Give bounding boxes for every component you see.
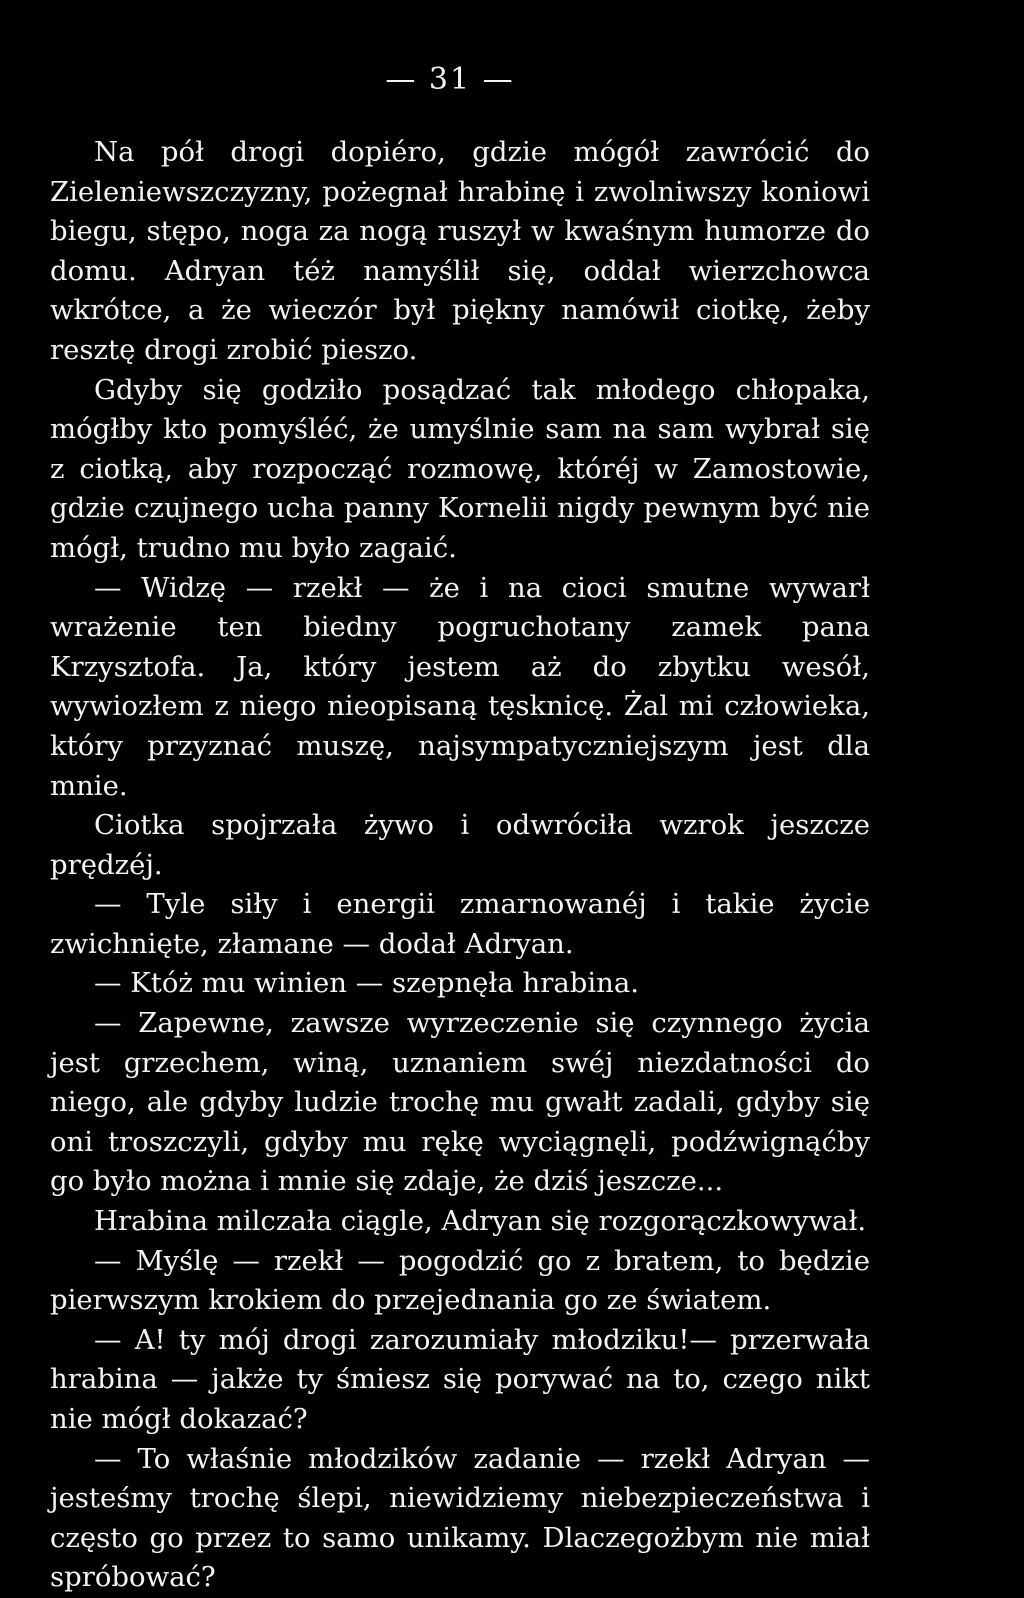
paragraph: Gdyby się godziło posądzać tak młodego chłopaka, mógłby kto pomyśléć, że umyślnie sam na sam wybrał się z ciotką, aby rozpocząć rozmowę, któréj w Zamostowie, gdzie czujnego ucha panny Kornelii nigdy pewnym być nie mógł, trudno mu było zagaić. — [50, 373, 870, 564]
paragraph: — Zapewne, zawsze wyrzeczenie się czynnego życia jest grzechem, winą, uznaniem swéj niezdatności do niego, ale gdyby ludzie trochę mu gwałt zadali, gdyby się oni troszczyli, gdyby mu rękę wyciągnęli, podźwignąćby go było można i mnie się zdaje, że dziś jeszcze... — [50, 1007, 870, 1198]
paragraph: — Tyle siły i energii zmarnowanéj i takie życie zwichnięte, złamane — dodał Adryan. — [50, 888, 870, 960]
paragraph: — To właśnie młodzików zadanie — rzekł Adryan — jesteśmy trochę ślepi, niewidziemy niebezpieczeństwa i często go przez to samo unikamy. Dlaczegożbym nie miał spróbować? — [50, 1442, 870, 1594]
paragraph: Ciotka spojrzała żywo i odwróciła wzrok jeszcze prędzéj. — [50, 809, 870, 881]
paragraph: — Któż mu winien — szepnęła hrabina. — [94, 967, 639, 1000]
paragraph: — Widzę — rzekł — że i na cioci smutne wywarł wrażenie ten biedny pogruchotany zamek pana Krzysztofa. Ja, który jestem aż do zbytku wesół, wywiozłem z niego nieopisaną tęsknicę. Żal mi człowieka, który przyznać muszę, najsympatyczniejszym jest dla mnie. — [50, 571, 870, 802]
body-text — [50, 133, 870, 1598]
paragraph: Hrabina milczała ciągle, Adryan się rozgorączkowywał. — [94, 1205, 867, 1238]
page-number: — 31 — — [385, 62, 515, 97]
paragraph: — Myślę — rzekł — pogodzić go z bratem, to będzie pierwszym krokiem do przejednania go ze światem. — [50, 1244, 870, 1317]
paragraph: Na pół drogi dopiéro, gdzie mógół zawrócić do Zieleniewszczyzny, pożegnał hrabinę i zwolniwszy koniowi biegu, stępo, noga za nogą ruszył w kwaśnym humorze do domu. Adryan téż namyślił się, oddał wierzchowca wkrótce, a że wieczór był piękny namówił ciotkę, żeby resztę drogi zrobić pieszo. — [50, 136, 870, 366]
paragraph: — A! ty mój drogi zarozumiały młodziku!— przerwała hrabina — jakże ty śmiesz się porywać na to, czego nikt nie mógł dokazać? — [50, 1323, 870, 1435]
